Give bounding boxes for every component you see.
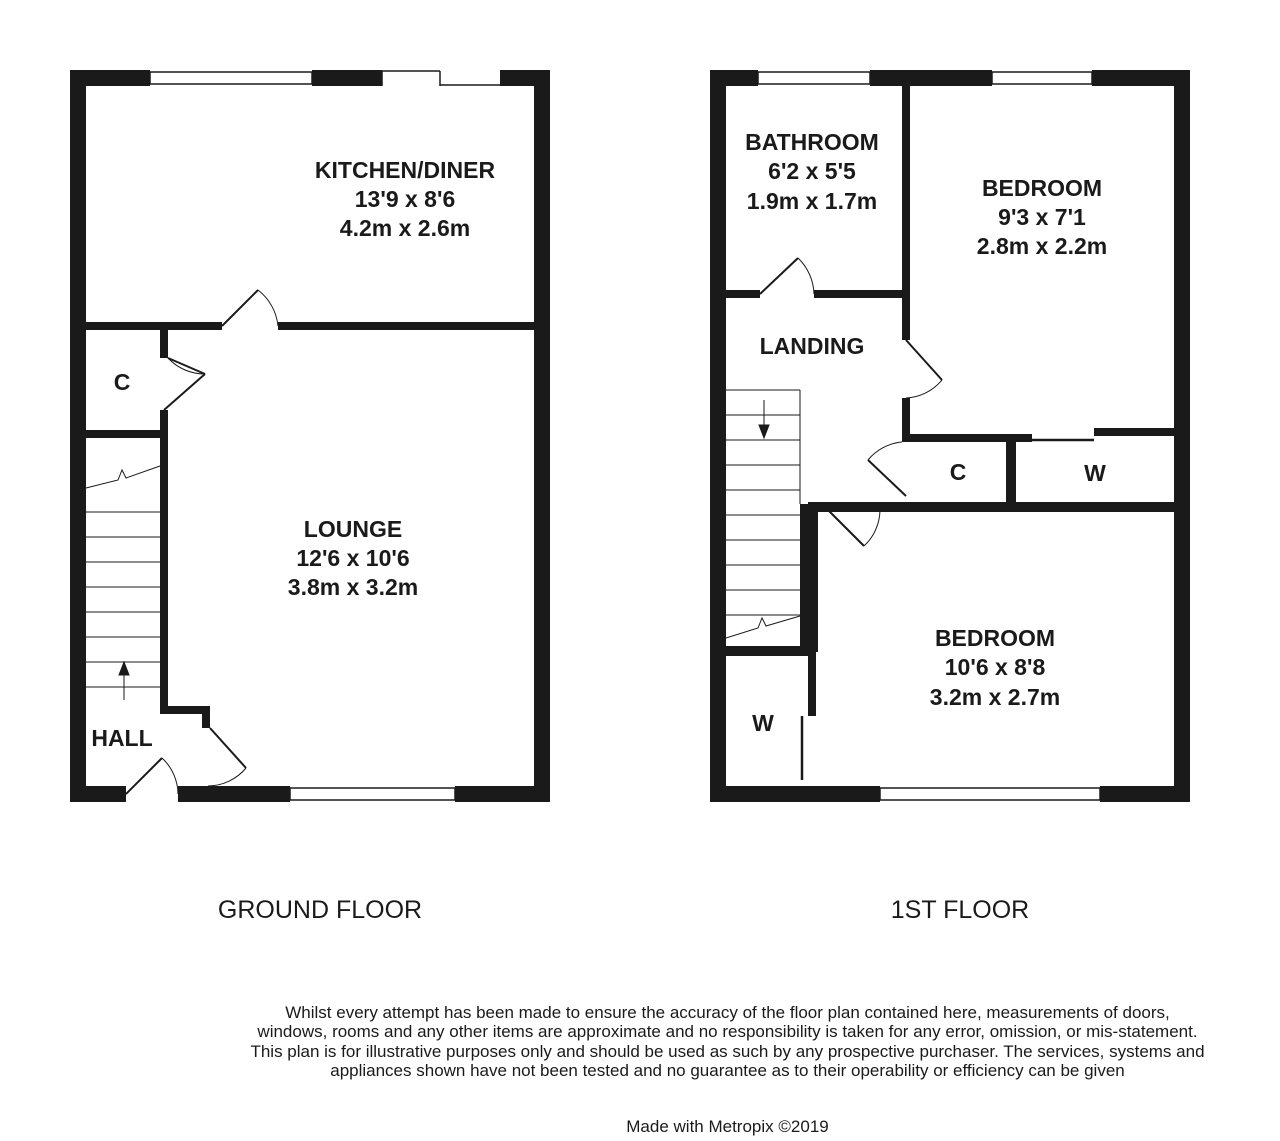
bedroom2-dim-metric: 3.2m x 2.7m — [929, 684, 1061, 710]
lounge-name: LOUNGE — [303, 516, 403, 542]
ground-floor-label: GROUND FLOOR — [217, 896, 423, 924]
bedroom1-dim-imperial: 9'3 x 7'1 — [998, 204, 1086, 230]
bathroom-name: BATHROOM — [745, 129, 879, 155]
ground-floor-plan — [70, 70, 550, 924]
bathroom-dim-metric: 1.9m x 1.7m — [746, 188, 878, 214]
patio-door — [382, 71, 500, 86]
lounge-dim-metric: 3.8m x 3.2m — [287, 574, 419, 600]
bedroom2-name: BEDROOM — [934, 625, 1056, 651]
first-cupboard-label: C — [949, 459, 967, 485]
lounge-dim-imperial: 12'6 x 10'6 — [296, 545, 410, 571]
bedroom1-dim-metric: 2.8m x 2.2m — [976, 233, 1108, 259]
kitchen-dim-imperial: 13'9 x 8'6 — [354, 186, 456, 212]
bathroom-dim-imperial: 6'2 x 5'5 — [768, 158, 856, 184]
first-floor-stairs — [726, 390, 800, 638]
bedroom1-name: BEDROOM — [981, 175, 1103, 201]
wardrobe1-label: W — [1084, 460, 1106, 486]
first-floor-plan — [710, 70, 1190, 924]
ground-cupboard-label: C — [113, 369, 131, 395]
ground-floor-stairs — [86, 466, 160, 700]
bedroom2-dim-imperial: 10'6 x 8'8 — [944, 654, 1046, 680]
landing-label: LANDING — [759, 333, 865, 359]
credit-text: Made with Metropix ©2019 — [626, 1117, 829, 1136]
hall-label: HALL — [91, 725, 153, 751]
kitchen-name: KITCHEN/DINER — [314, 157, 496, 183]
kitchen-dim-metric: 4.2m x 2.6m — [339, 215, 471, 241]
wardrobe2-label: W — [752, 710, 774, 736]
disclaimer-text: Whilst every attempt has been made to ensure the accuracy of the floor plan contained here, measurements of doors, windows, rooms and any other items are approximate and no responsibility is taken for any error, omission, or mis-statement. This plan is for illustrative purposes only and should be used as such by any prospective purchaser. The services, systems and appliances shown have not been tested and no guarantee as to their operability or efficiency can be given — [250, 1003, 1205, 1080]
first-floor-label: 1ST FLOOR — [890, 896, 1030, 924]
